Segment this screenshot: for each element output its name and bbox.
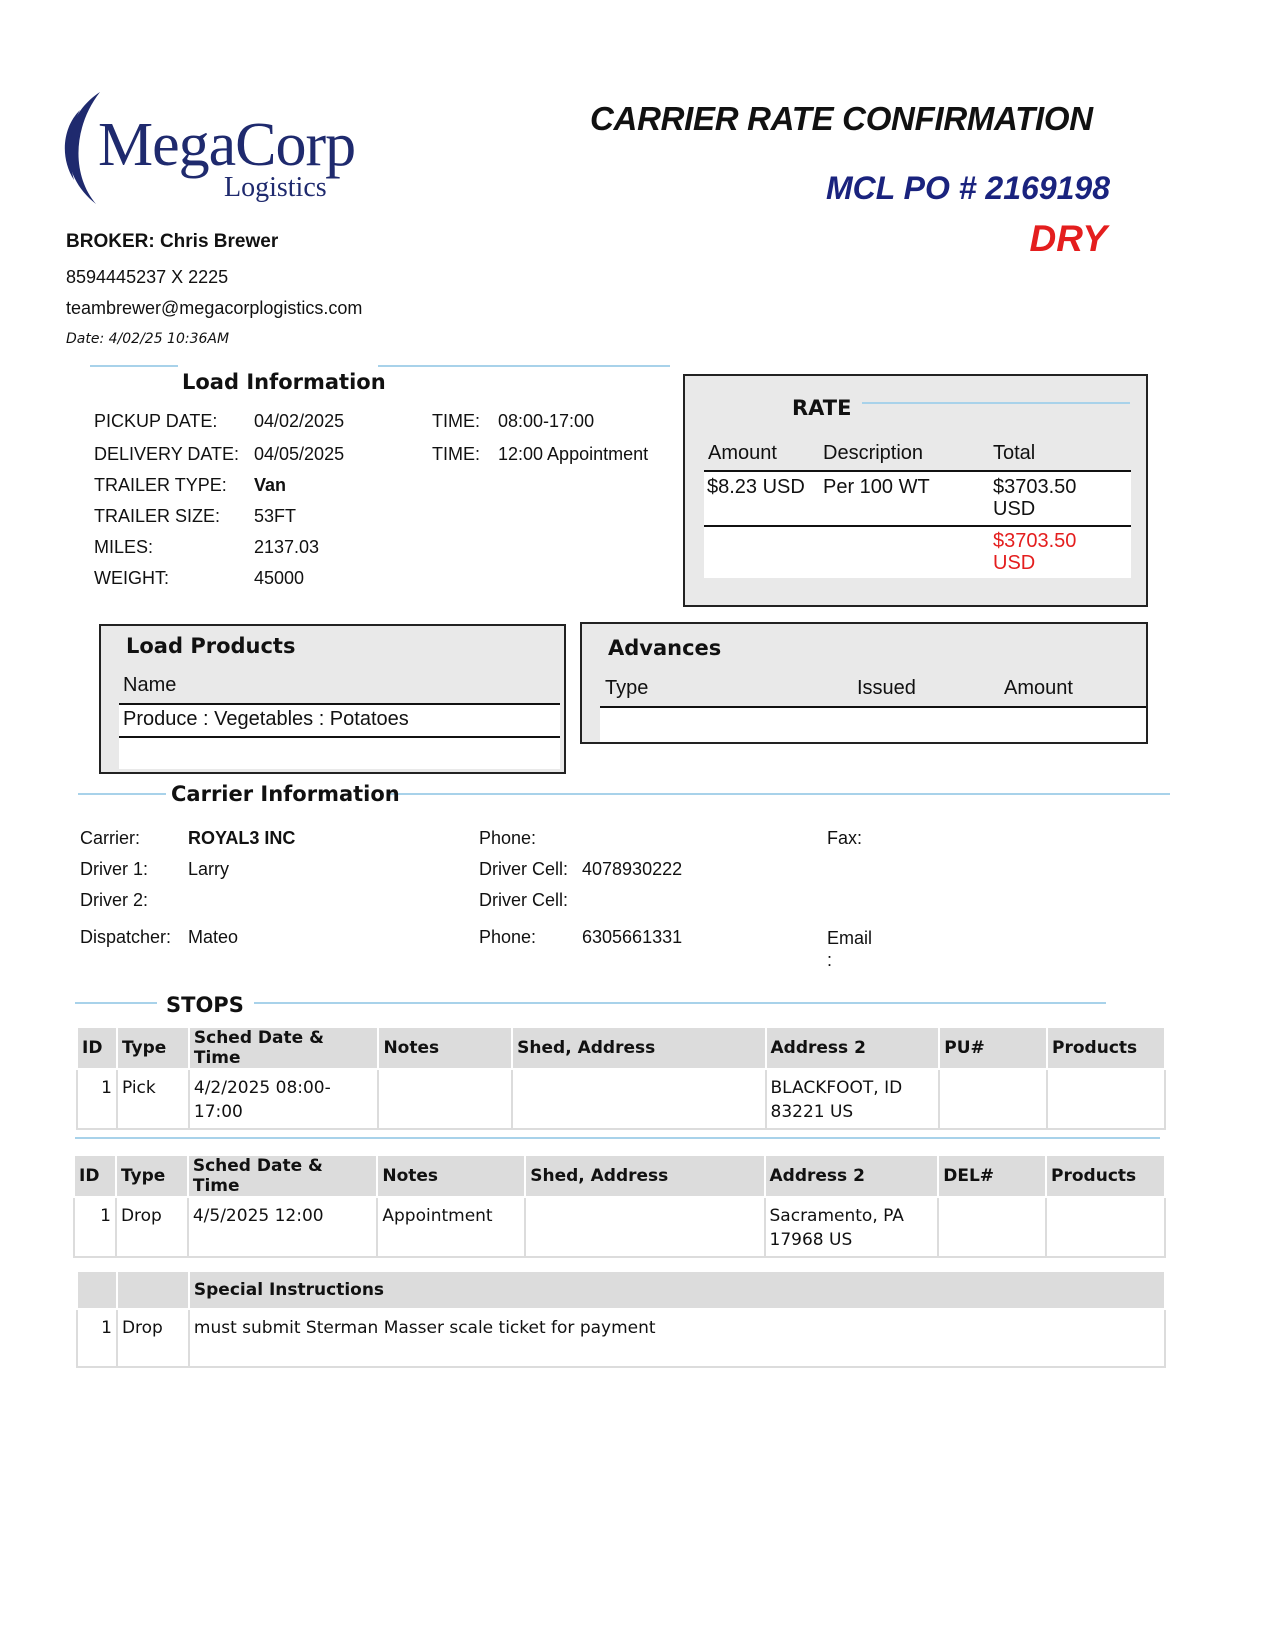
logo-wordmark: MegaCorp [98,111,356,179]
freight-category: DRY [1029,218,1107,259]
driver2-label: Driver 2: [80,890,149,910]
divider [388,793,1170,795]
cell-del-number [938,1197,1046,1257]
advances-col-issued: Issued [857,677,916,699]
col-type: Type [116,1156,188,1197]
col-address2: Address 2 [766,1028,940,1069]
cell-notes: Appointment [377,1197,525,1257]
table-row [77,1069,1165,1129]
carrier-label: Carrier: [80,828,141,848]
delivery-date: 04/05/2025 [254,444,345,464]
carrier-name: ROYAL3 INC [188,828,296,848]
special-instructions-table [76,1272,1166,1368]
weight: 45000 [254,568,305,588]
col-address2: Address 2 [765,1156,939,1197]
col-special-instructions: Special Instructions [189,1272,1165,1309]
cell-pu-number [939,1069,1047,1129]
trailer-size: 53FT [254,506,297,526]
dispatcher-phone: 6305661331 [582,927,683,947]
cell-id: 1 [74,1197,116,1257]
rate-col-description: Description [823,442,924,464]
logo-subtitle: Logistics [224,172,327,203]
dispatcher-label: Dispatcher: [80,927,172,947]
cell-products [1047,1069,1165,1129]
col-notes: Notes [378,1028,512,1069]
cell-id: 1 [77,1309,117,1367]
dispatcher-phone-label: Phone: [479,927,537,947]
col-id: ID [77,1028,117,1069]
broker-name: Chris Brewer [159,231,279,252]
driver1-label: Driver 1: [80,859,149,879]
products-row-rule [119,736,560,738]
col-address: Shed, Address [512,1028,765,1069]
col-products: Products [1046,1156,1165,1197]
col-pu-number: PU# [939,1028,1047,1069]
rate-col-amount: Amount [708,442,777,464]
cell-address [525,1197,764,1257]
advances-col-amount: Amount [1004,677,1073,699]
col-products: Products [1047,1028,1165,1069]
rate-total-rule [704,525,1131,527]
products-header-rule [119,703,560,705]
pick-stops-table [76,1028,1166,1130]
rate-amount: $8.23 USD [707,476,805,498]
broker-line [66,231,278,253]
rate-total [993,476,1076,520]
weight-label: WEIGHT: [94,568,169,588]
col-address: Shed, Address [525,1156,764,1197]
divider [75,1137,1160,1139]
address2-line2: 83221 US [770,1102,854,1122]
company-logo [52,88,382,208]
divider [78,793,166,795]
table-header-row [77,1272,1165,1309]
col-del-number: DEL# [938,1156,1046,1197]
table-header-row [77,1028,1165,1069]
pickup-date: 04/02/2025 [254,411,345,431]
advances-header-rule [600,706,1146,708]
document-date: Date: 4/02/25 10:36AM [66,331,230,347]
delivery-time: 12:00 Appointment [498,444,649,464]
driver1-cell-label: Driver Cell: [479,859,569,879]
cell-id: 1 [77,1069,117,1129]
carrier-fax-label: Fax: [827,828,863,848]
po-number: MCL PO # 2169198 [825,170,1110,206]
miles-label: MILES: [94,537,154,557]
trailer-type: Van [254,475,287,495]
address2-line2: 17968 US [769,1230,853,1250]
pickup-time-label: TIME: [432,411,480,431]
divider [254,1002,1106,1004]
cell-type: Drop [117,1309,189,1367]
driver1-name: Larry [188,859,230,879]
load-products-col-name: Name [123,674,177,696]
document-title: CARRIER RATE CONFIRMATION [590,100,1093,137]
col-sched: Sched Date & Time [188,1156,378,1197]
cell-type: Drop [116,1197,188,1257]
table-row [74,1197,1165,1257]
cell-address2 [766,1069,940,1129]
email-label [827,927,872,971]
rate-grand-total-currency: USD [993,552,1036,574]
delivery-time-label: TIME: [432,444,480,464]
trailer-size-label: TRAILER SIZE: [94,506,221,526]
table-header-row [74,1156,1165,1197]
cell-address2 [765,1197,939,1257]
col-sched: Sched Date & Time [189,1028,379,1069]
miles: 2137.03 [254,537,320,557]
col-type: Type [117,1028,189,1069]
rate-grand-total [993,530,1076,574]
rate-grand-total-value: $3703.50 [993,530,1077,552]
divider [378,365,670,367]
broker-email[interactable]: teambrewer@megacorplogistics.com [66,298,363,318]
load-product-item: Produce : Vegetables : Potatoes [123,708,409,730]
carrier-info-title: Carrier Information [171,782,400,806]
cell-products [1046,1197,1165,1257]
address2-line1: BLACKFOOT, ID [770,1078,903,1098]
email-label-colon: : [827,950,833,970]
col-notes: Notes [377,1156,525,1197]
cell-sched: 4/5/2025 12:00 [188,1197,378,1257]
col-type [117,1272,189,1309]
rate-title: RATE [792,396,852,420]
rate-header-rule [704,470,1131,472]
carrier-phone-label: Phone: [479,828,537,848]
col-id: ID [74,1156,116,1197]
dispatcher-name: Mateo [188,927,239,947]
drop-stops-table [73,1156,1166,1258]
divider [90,365,178,367]
broker-phone: 8594445237 X 2225 [66,267,229,287]
delivery-date-label: DELIVERY DATE: [94,444,240,464]
trailer-type-label: TRAILER TYPE: [94,475,227,495]
cell-address [512,1069,765,1129]
advances-title: Advances [608,636,722,660]
broker-label: BROKER: [66,231,155,252]
cell-instructions: must submit Sterman Masser scale ticket for payment [189,1309,1165,1367]
pickup-date-label: PICKUP DATE: [94,411,218,431]
rate-col-total: Total [993,442,1036,464]
stops-title: STOPS [166,993,244,1017]
divider [75,1002,157,1004]
rate-total-value: $3703.50 [993,476,1077,498]
pickup-time: 08:00-17:00 [498,411,595,431]
divider [862,402,1130,404]
cell-sched: 4/2/2025 08:00-17:00 [189,1069,379,1129]
rate-description: Per 100 WT [823,476,930,498]
email-label-text: Email [827,928,873,948]
load-products-title: Load Products [126,634,296,658]
cell-notes [378,1069,512,1129]
table-row [77,1309,1165,1367]
driver2-cell-label: Driver Cell: [479,890,569,910]
cell-type: Pick [117,1069,189,1129]
col-id [77,1272,117,1309]
address2-line1: Sacramento, PA [769,1206,904,1226]
rate-total-currency: USD [993,498,1036,520]
advances-col-type: Type [605,677,649,699]
driver1-cell: 4078930222 [582,859,683,879]
load-info-title: Load Information [182,370,386,394]
advances-body [600,708,1146,742]
